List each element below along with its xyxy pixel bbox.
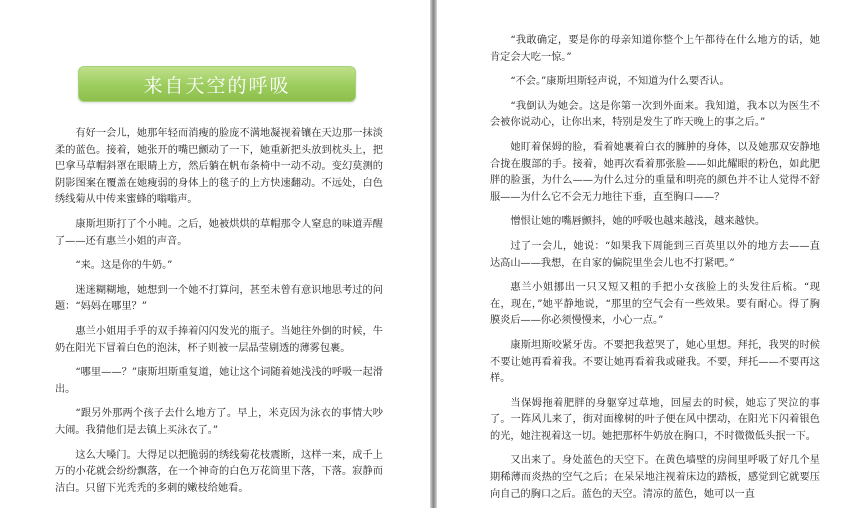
paragraph: 康斯坦斯咬紧牙齿。不要把我惹哭了，她心里想。拜托，我哭的时候不要让她再看着我。不要让她再看着我或碰我。不要，拜托——不要再这样。 (490, 339, 820, 385)
paragraph: “不会。”康斯坦斯轻声说，不知道为什么要否认。 (510, 76, 730, 88)
chapter-title: 来自天空的呼吸 (78, 66, 356, 102)
paragraph: 憎恨让她的嘴唇颤抖，她的呼吸也越来越浅，越来越快。 (510, 216, 766, 228)
left-page (0, 0, 430, 508)
book-gutter (430, 0, 437, 508)
paragraph: “来。这是你的牛奶。” (75, 260, 173, 272)
paragraph: 迷迷糊糊地，她想到一个她不打算问，甚至未曾有意识地思考过的问题：“妈妈在哪里？” (55, 284, 383, 313)
paragraph: “哪里——？”康斯坦斯重复道，她让这个词随着她浅浅的呼吸一起滑出。 (55, 367, 383, 395)
paragraph: “跟另外那两个孩子去什么地方了。早上，米克因为泳衣的事情大吵大闹。我猜他们是去镇上买泳衣了。” (55, 408, 383, 436)
paragraph: “我倒认为她会。这是你第一次到外面来。我知道，我本以为医生不会被你说动心，让你出来，特别是发生了昨天晚上的事之后。” (490, 100, 820, 129)
paragraph: 惠兰小姐用手乎的双手捧着闪闪发光的瓶子。当她往外倒的时候，牛奶在阳光下冒着白色的泡沫，杯子则被一层晶莹剔透的薄雾包裹。 (55, 325, 383, 354)
paragraph: 这么大嗓门。大得足以把脆弱的绣线菊花枝震断，这样一来，成千上万的小花就会纷纷飘落，在一个神奇的白色万花筒里下落，下落。寂静而洁白。只留下光秃秃的多刺的嫩枝给她看。 (55, 449, 383, 494)
paragraph: 过了一会儿，她说：“如果我下周能到三百英里以外的地方去——直达高山——我想，在自家的偏院里坐会儿也不打紧吧。” (490, 240, 820, 269)
paragraph: 惠兰小姐挪出一只又短又粗的手把小女孩脸上的头发往后梳。“现在，现在，”她平静地说，“那里的空气会有一些效果。要有耐心。得了胸膜炎后——你必须慢慢来，小心一点。” (490, 282, 820, 327)
right-page (437, 0, 867, 508)
left-page-text (55, 126, 383, 505)
paragraph: 有好一会儿，她那年轻而消瘦的脸庞不满地凝视着镶在天边那一抹淡柔的蓝色。接着，她张开的嘴巴颤动了一下，她重新把头放到枕头上，把巴拿马草帽斜罩在眼睛上方，然后躺在帆布条椅中一动不动。变幻莫测的阴影图案在覆盖在她瘦弱的身体上的毯子的上方快速翻动。不远处，白色绣线菊从中传来蜜蜂的嗡嗡声。 (55, 128, 383, 206)
paragraph: 当保姆拖着肥胖的身躯穿过草地，回屋去的时候，她忘了哭泣的事了。一阵风儿来了，街对面橡树的叶子便在风中摆动，在阳光下闪着银色的光，她注视着这一切。她把那杯牛奶放在胸口，不时微微低头抿一下。 (490, 397, 820, 442)
paragraph: 康斯坦斯打了个小盹。之后，她被烘烘的草帽那令人窒息的味道弄醒了——还有惠兰小姐的声音。 (55, 218, 383, 247)
paragraph: “我敢确定，要是你的母亲知道你整个上午都待在什么地方的话，她肯定会大吃一惊。” (490, 35, 820, 63)
paragraph: 又出来了。身处蓝色的天空下。在黄色墙壁的房间里呼吸了好几个星期稀薄而炎热的空气之后；在呆呆地注视着床边的踏板，感觉到它就要压向自己的胸口之后。蓝色的天空。清凉的蓝色，她可以一直 (490, 455, 820, 500)
right-page-text (490, 33, 820, 508)
paragraph: 她盯着保姆的脸，看着她裹着白衣的臃肿的身体，以及她那双安静地合拢在腹部的手。接着，她再次看着那张脸——如此耀眼的粉色，如此肥胖的脸蛋，为什么——为什么过分的重量和明亮的颜色并不让人觉得不舒服——为什么它不会无力地往下垂，直至胸口——？ (490, 141, 820, 203)
